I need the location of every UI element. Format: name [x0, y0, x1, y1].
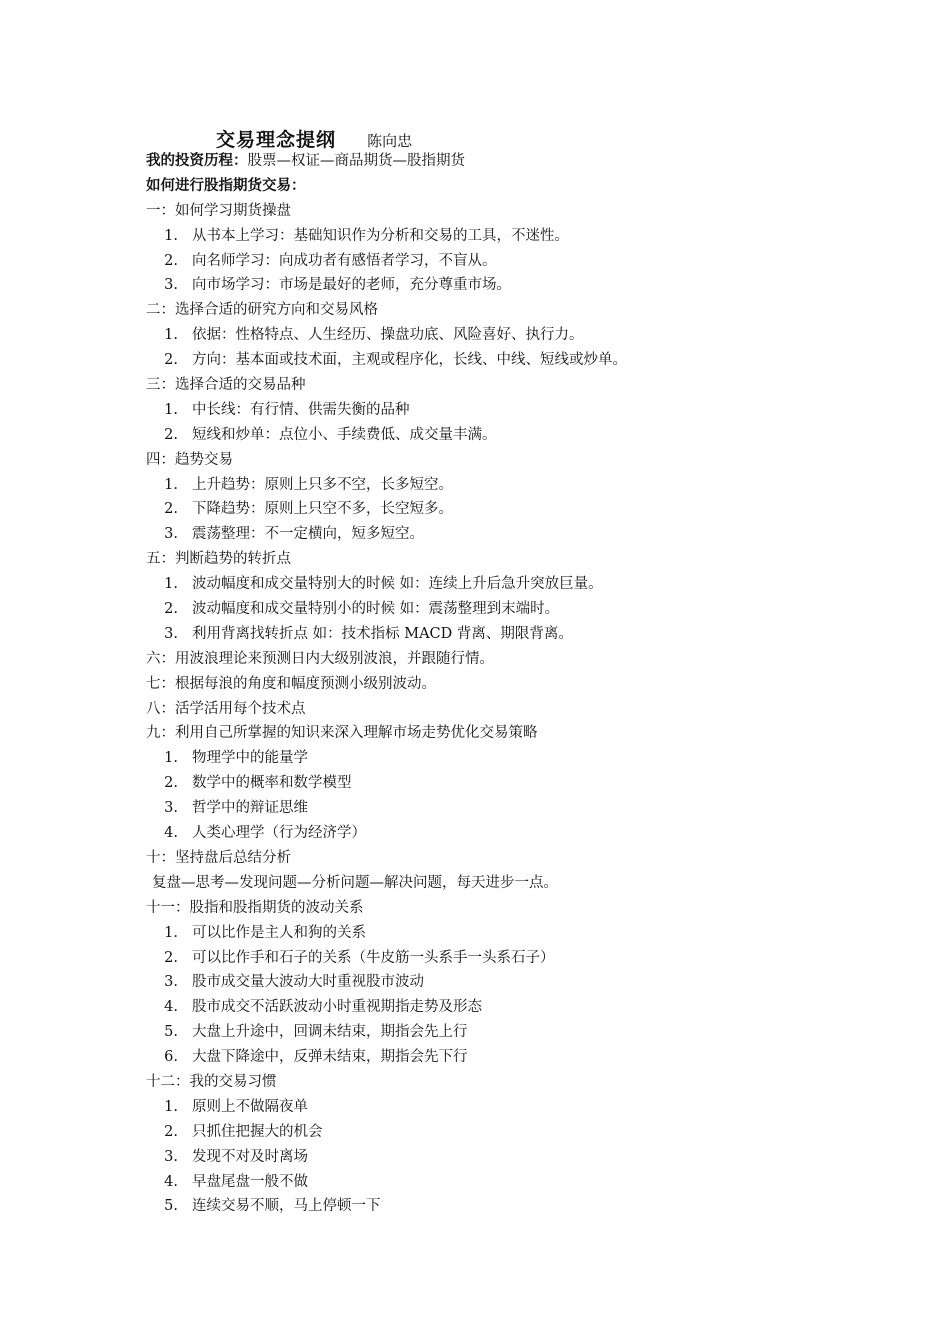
list-item-number: 4. [164, 825, 178, 842]
list-item-text: 利用背离找转折点 如：技术指标 MACD 背离、期限背离。 [192, 625, 573, 642]
list-item-text: 大盘下降途中，反弹未结束，期指会先下行 [192, 1049, 468, 1066]
list-item [146, 323, 886, 348]
list-item-text: 下降趋势：原则上只空不多，长空短多。 [192, 501, 453, 518]
list-item-number: 3. [164, 1148, 178, 1165]
list-item [146, 921, 886, 946]
list-item-text: 数学中的概率和数学模型 [192, 775, 352, 792]
list-item-number: 1. [164, 227, 178, 244]
list-item-number: 1. [164, 576, 178, 593]
list-item-number: 6. [164, 1049, 178, 1066]
list-item [146, 348, 886, 373]
list-item [146, 1170, 886, 1195]
list-item [146, 1020, 886, 1045]
list-item [146, 622, 886, 647]
list-item [146, 1145, 886, 1170]
document-title: 交易理念提纲 [216, 129, 337, 151]
list-item-number: 2. [164, 501, 178, 518]
section-heading: 八：活学活用每个技术点 [146, 700, 306, 717]
list-item-number: 5. [164, 1024, 178, 1041]
list-item [146, 224, 886, 249]
list-item-number: 4. [164, 999, 178, 1016]
list-item-number: 2. [164, 601, 178, 618]
list-item-number: 1. [164, 401, 178, 418]
list-item-text: 股市成交量大波动大时重视股市波动 [192, 974, 424, 991]
section-heading: 三：选择合适的交易品种 [146, 377, 306, 394]
list-item-text: 发现不对及时离场 [192, 1148, 308, 1165]
section-heading: 十：坚持盘后总结分析 [146, 849, 291, 866]
list-item-text: 震荡整理：不一定横向，短多短空。 [192, 526, 424, 543]
list-item-text: 中长线：有行情、供需失衡的品种 [192, 401, 410, 418]
history-line [146, 149, 886, 174]
list-item-number: 5. [164, 1198, 178, 1215]
section-heading: 一：如何学习期货操盘 [146, 202, 291, 219]
list-item [146, 946, 886, 971]
list-item-text: 大盘上升途中，回调未结束，期指会先上行 [192, 1024, 468, 1041]
list-item-text: 可以比作手和石子的关系（牛皮筋一头系手一头系石子） [192, 949, 555, 966]
section-heading: 四：趋势交易 [146, 451, 233, 468]
section-heading: 六：用波浪理论来预测日内大级别波浪，并跟随行情。 [146, 650, 494, 667]
list-item-text: 方向：基本面或技术面，主观或程序化，长线、中线、短线或炒单。 [192, 352, 627, 369]
list-item [146, 473, 886, 498]
section-heading: 九：利用自己所掌握的知识来深入理解市场走势优化交易策略 [146, 725, 538, 742]
list-item-number: 1. [164, 327, 178, 344]
section-note: 复盘—思考—发现问题—分析问题—解决问题，每天进步一点。 [152, 874, 558, 891]
list-item-number: 3. [164, 277, 178, 294]
list-item [146, 821, 886, 846]
list-item-number: 1. [164, 750, 178, 767]
list-item-text: 连续交易不顺，马上停顿一下 [192, 1198, 381, 1215]
list-item-text: 原则上不做隔夜单 [192, 1098, 308, 1115]
history-text: 股票—权证—商品期货—股指期货 [247, 153, 465, 169]
list-item-number: 3. [164, 800, 178, 817]
list-item [146, 497, 886, 522]
sections-list [146, 199, 886, 1220]
list-item-text: 依据：性格特点、人生经历、操盘功底、风险喜好、执行力。 [192, 327, 584, 344]
list-item-text: 短线和炒单：点位小、手续费低、成交量丰满。 [192, 426, 497, 443]
section-heading: 十二：我的交易习惯 [146, 1073, 277, 1090]
list-item [146, 1120, 886, 1145]
list-item-text: 波动幅度和成交量特别大的时候 如：连续上升后急升突放巨量。 [192, 576, 603, 593]
list-item [146, 1095, 886, 1120]
history-label: 我的投资历程： [146, 152, 248, 169]
list-item [146, 522, 886, 547]
list-item-number: 3. [164, 974, 178, 991]
list-item-text: 向市场学习：市场是最好的老师，充分尊重市场。 [192, 277, 511, 294]
list-item [146, 970, 886, 995]
document-body [146, 149, 886, 1219]
list-item [146, 597, 886, 622]
list-item [146, 423, 886, 448]
list-item-number: 2. [164, 1123, 178, 1140]
list-item [146, 771, 886, 796]
list-item [146, 398, 886, 423]
list-item-number: 2. [164, 775, 178, 792]
list-item-number: 1. [164, 476, 178, 493]
section-heading: 五：判断趋势的转折点 [146, 551, 291, 568]
howto-heading: 如何进行股指期货交易： [146, 176, 306, 194]
list-item-text: 只抓住把握大的机会 [192, 1123, 323, 1140]
list-item-number: 2. [164, 949, 178, 966]
list-item [146, 746, 886, 771]
list-item [146, 995, 886, 1020]
section-heading: 十一：股指和股指期货的波动关系 [146, 899, 364, 916]
list-item [146, 1045, 886, 1070]
list-item-number: 3. [164, 526, 178, 543]
list-item-number: 1. [164, 924, 178, 941]
list-item-number: 2. [164, 426, 178, 443]
list-item [146, 273, 886, 298]
list-item-text: 早盘尾盘一般不做 [192, 1173, 308, 1190]
list-item-text: 从书本上学习：基础知识作为分析和交易的工具，不迷性。 [192, 227, 569, 244]
list-item-text: 上升趋势：原则上只多不空，长多短空。 [192, 476, 453, 493]
list-item-number: 2. [164, 252, 178, 269]
list-item-text: 波动幅度和成交量特别小的时候 如：震荡整理到末端时。 [192, 601, 560, 618]
list-item-number: 1. [164, 1098, 178, 1115]
section-heading: 二：选择合适的研究方向和交易风格 [146, 302, 378, 319]
list-item-text: 股市成交不活跃波动小时重视期指走势及形态 [192, 999, 482, 1016]
list-item [146, 1194, 886, 1219]
list-item-number: 4. [164, 1173, 178, 1190]
list-item-text: 物理学中的能量学 [192, 750, 308, 767]
list-item [146, 796, 886, 821]
list-item-text: 哲学中的辩证思维 [192, 800, 308, 817]
document-author: 陈向忠 [367, 132, 413, 150]
list-item-text: 可以比作是主人和狗的关系 [192, 924, 366, 941]
list-item-number: 2. [164, 352, 178, 369]
section-heading: 七：根据每浪的角度和幅度预测小级别波动。 [146, 675, 436, 692]
list-item-text: 人类心理学（行为经济学） [192, 825, 366, 842]
list-item-number: 3. [164, 625, 178, 642]
list-item-text: 向名师学习：向成功者有感悟者学习，不盲从。 [192, 252, 497, 269]
list-item [146, 249, 886, 274]
list-item [146, 572, 886, 597]
